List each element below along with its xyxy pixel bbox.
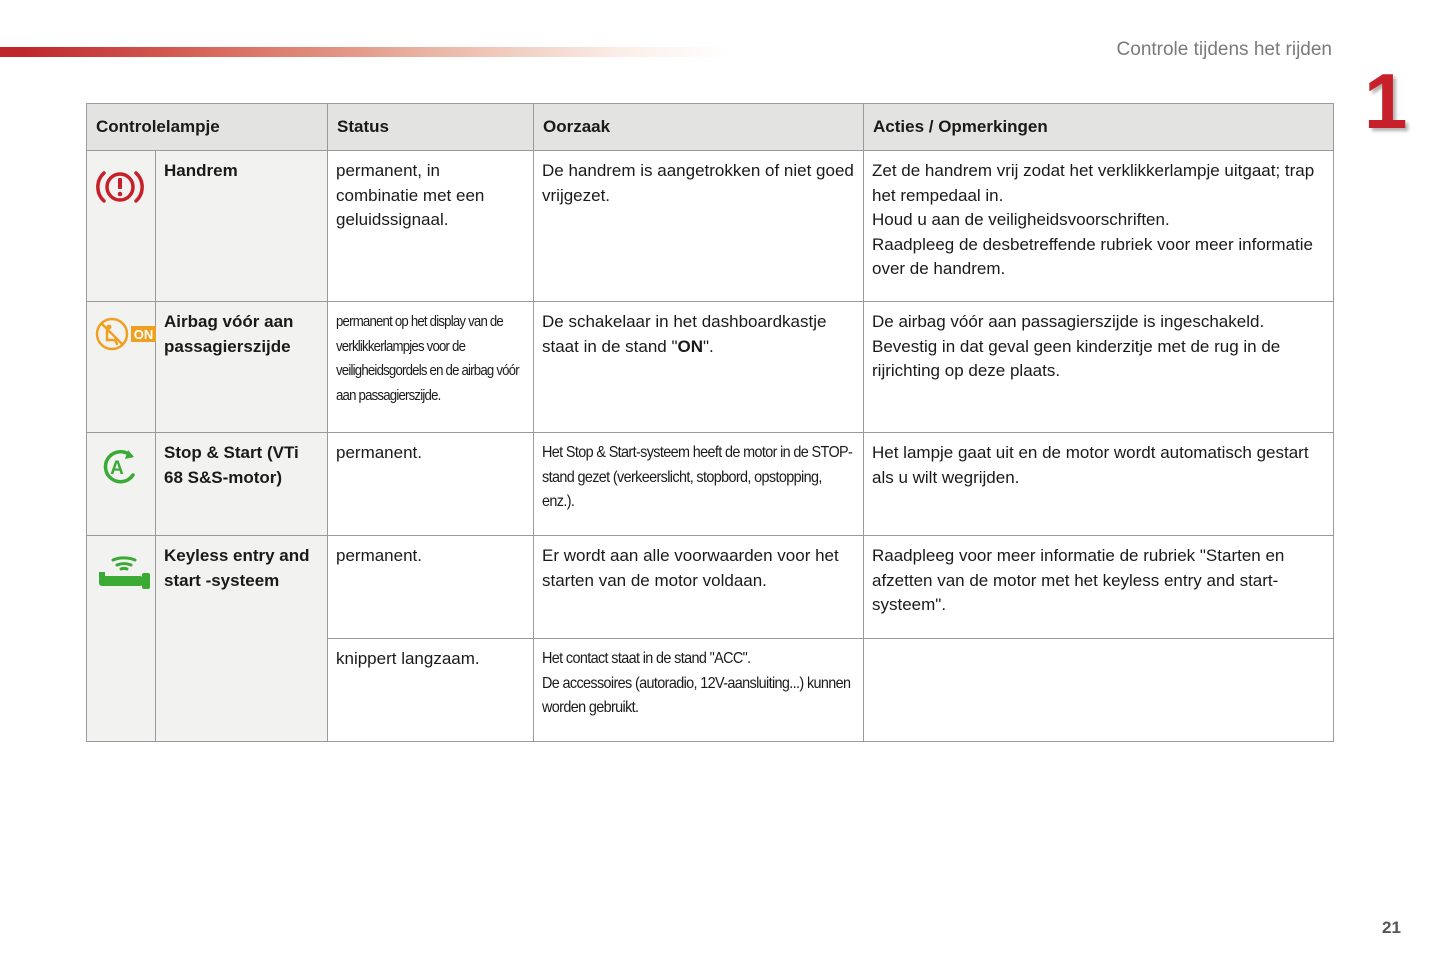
parking-brake-warning-icon [95, 165, 145, 217]
keyless-entry-icon [95, 550, 153, 598]
table-row [87, 536, 1334, 639]
stop-start-icon [95, 447, 141, 497]
lamp-name: Handrem [156, 151, 328, 302]
status-cell: permanent. [328, 536, 534, 639]
column-header: Status [328, 104, 534, 151]
table-row [87, 302, 1334, 433]
action-text: Houd u aan de veiligheidsvoorschriften. [872, 210, 1170, 229]
cause-cell: De handrem is aangetrokken of niet goed vrijgezet. [534, 151, 864, 302]
lamp-name: Keyless entry and start -systeem [156, 536, 328, 742]
table-row [87, 151, 1334, 302]
cause-cell [534, 433, 864, 536]
lamp-icon-cell [87, 433, 156, 536]
cause-text: Het contact staat in de stand "ACC". [542, 650, 751, 667]
actions-cell [864, 151, 1334, 302]
lamp-icon-cell [87, 151, 156, 302]
column-header: Oorzaak [534, 104, 864, 151]
status-cell [328, 302, 534, 433]
cause-cell: Er wordt aan alle voorwaarden voor het starten van de motor voldaan. [534, 536, 864, 639]
cause-text: De accessoires (autoradio, 12V-aansluiting...) kunnen worden gebruikt. [542, 674, 851, 716]
passenger-airbag-on-icon [95, 316, 157, 360]
page-number: 21 [1382, 918, 1401, 937]
action-text: Zet de handrem vrij zodat het verklikkerlampje uitgaat; trap het rempedaal in. [872, 161, 1315, 205]
chapter-number: 1 [1364, 57, 1408, 145]
lamp-name: Airbag vóór aan passagierszijde [156, 302, 328, 433]
svg-text:A: A [110, 458, 124, 479]
warning-lamps-table [86, 103, 1334, 742]
cause-text: Het Stop & Start-systeem heeft de motor in de STOP-stand gezet (verkeerslicht, stopbord, opstopping, enz.). [542, 444, 853, 510]
action-text: Raadpleeg de desbetreffende rubriek voor meer informatie over de handrem. [872, 234, 1314, 278]
svg-text:ON: ON [133, 327, 154, 342]
lamp-icon-cell [87, 302, 156, 433]
lamp-icon-cell [87, 536, 156, 742]
status-cell: permanent, in combinatie met een geluidssignaal. [328, 151, 534, 302]
status-cell: knippert langzaam. [328, 639, 534, 742]
cause-cell [534, 302, 864, 433]
action-text: De airbag vóór aan passagierszijde is ingeschakeld. [872, 312, 1265, 331]
column-header: Controlelampje [87, 104, 328, 151]
cause-text-end: ". [703, 336, 714, 356]
status-cell: permanent. [328, 433, 534, 536]
cause-cell [534, 639, 864, 742]
column-header: Acties / Opmerkingen [864, 104, 1334, 151]
status-text: permanent op het display van de verklikkerlampjes voor de veiligheidsgordels en de airbag vóór aan passagierszijde. [336, 313, 519, 404]
actions-cell: Het lampje gaat uit en de motor wordt automatisch gestart als u wilt wegrijden. [864, 433, 1334, 536]
table-header-row [87, 104, 1334, 151]
lamp-name: Stop & Start (VTi 68 S&S-motor) [156, 433, 328, 536]
table-row [87, 433, 1334, 536]
cause-highlight: ON [677, 336, 704, 356]
action-text: Bevestig in dat geval geen kinderzitje met de rug in de rijrichting op deze plaats. [872, 336, 1281, 380]
cause-text: De schakelaar in het dashboardkastje staat in de stand " [542, 312, 827, 356]
actions-cell: Raadpleeg voor meer informatie de rubriek "Starten en afzetten van de motor met het keyless entry and start-systeem". [864, 536, 1334, 639]
actions-cell [864, 302, 1334, 433]
actions-cell [864, 639, 1334, 742]
header-accent-bar [0, 47, 730, 57]
section-title: Controle tijdens het rijden [1116, 39, 1332, 60]
